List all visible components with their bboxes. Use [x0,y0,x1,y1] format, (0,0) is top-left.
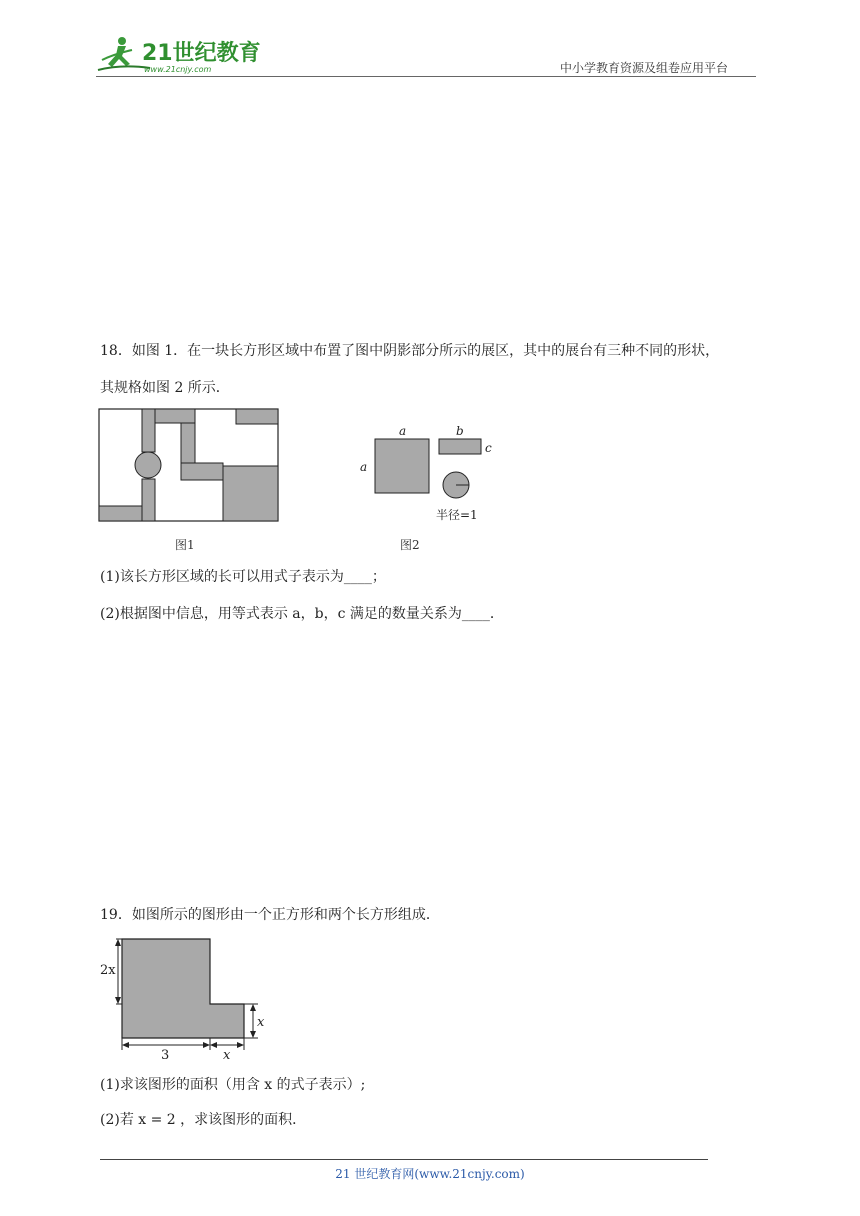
q19-figure [98,934,270,1064]
q18-fig2-label-c: c [485,441,492,455]
q18-fig2-label-a-left: a [360,460,368,474]
q18-fig2-caption: 图2 [400,538,420,552]
q19-shape [122,939,244,1038]
logo-url: www.21cnjy.com [144,65,212,74]
q18-fig1-bar-top-left [142,409,155,452]
q18-figure-1 [98,408,281,524]
footer-text[interactable]: 21 世纪教育网(www.21cnjy.com) [335,1167,525,1181]
site-logo [92,34,262,76]
q18-fig2-rect [439,439,481,454]
q18-part1: (1)该长方形区域的长可以用式子表示为____； [100,569,386,585]
q18-stem-line2: 其规格如图 2 所示． [100,380,230,396]
q18-fig1-bar-top [155,409,195,423]
q18-fig2-square [375,439,429,493]
q18-fig1-bar-center [181,463,223,480]
q18-figure-2 [355,422,505,526]
q19-stem: 19．如图所示的图形由一个正方形和两个长方形组成． [100,907,440,923]
q19-part1: (1)求该图形的面积（用含 x 的式子表示）; [100,1077,366,1093]
q19-label-bottom-right: x [223,1048,231,1063]
q18-part2: (2)根据图中信息，用等式表示 a，b，c 满足的数量关系为____． [100,606,504,622]
platform-name: 中小学教育资源及组卷应用平台 [560,61,729,75]
q18-fig2-label-radius: 半径=1 [436,508,478,522]
q18-fig2-label-b: b [456,424,464,438]
q19-part2: (2)若 x = 2 ，求该图形的面积． [100,1112,307,1128]
q18-stem-line1: 18．如图 1．在一块长方形区域中布置了图中阴影部分所示的展区，其中的展台有三种不同的形状， [100,343,720,359]
q18-fig1-caption: 图1 [175,538,195,552]
q18-fig2-label-a-top: a [399,424,407,438]
q18-fig1-bar-middle [181,423,195,463]
q19-label-bottom-left: 3 [161,1048,170,1063]
q18-fig1-bar-top-right [236,409,278,424]
q18-fig1-bar-bottom-left [142,479,155,521]
q18-fig1-bar-bottom [99,506,142,521]
q18-fig1-circle [135,452,161,478]
q18-fig1-square [223,466,278,521]
q19-label-left: 2x [100,963,116,978]
logo-text: 21世纪教育 [142,41,261,66]
footer-divider [100,1159,708,1160]
header-divider [96,76,756,77]
q19-label-right: x [257,1015,265,1030]
